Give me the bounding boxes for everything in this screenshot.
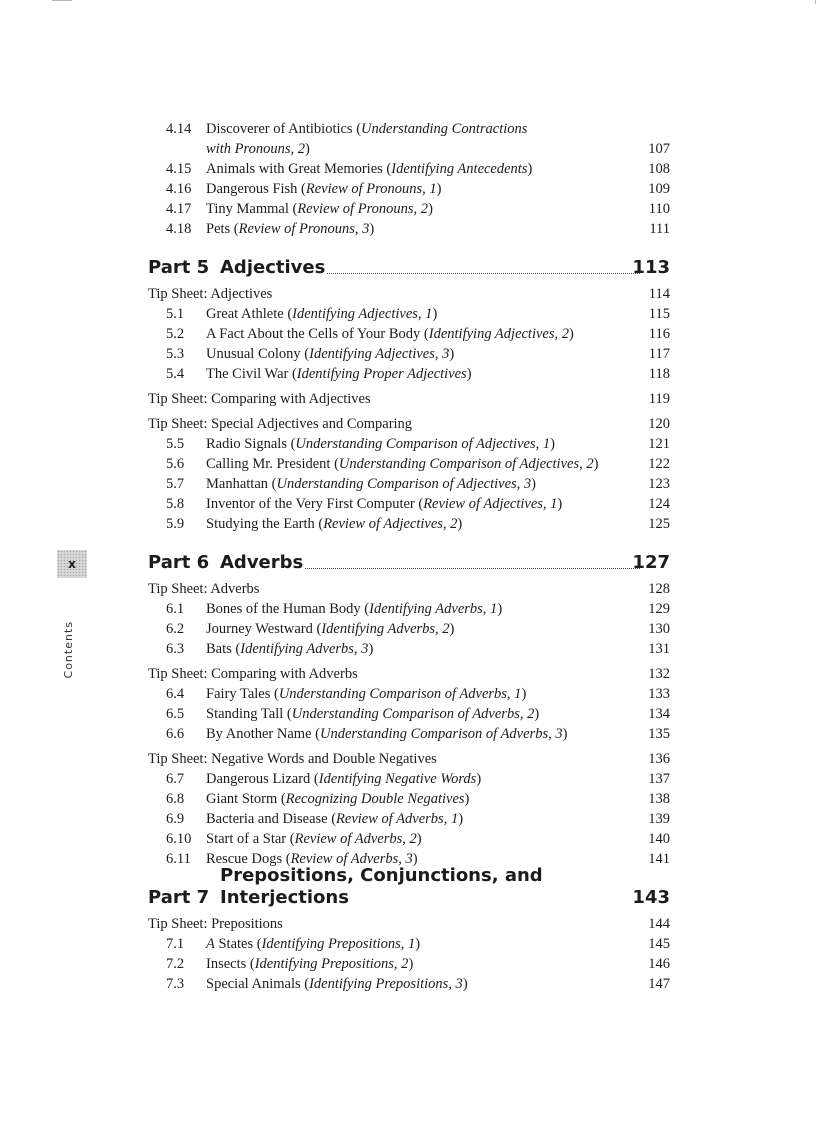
entry-title [206, 119, 527, 139]
entry-page: 109 [648, 181, 670, 197]
entry-title [206, 789, 469, 809]
entry-close: ) [449, 346, 455, 362]
entry-subtitle: Understanding Comparison of Adverbs, 2 [291, 706, 535, 722]
entry-page: 121 [648, 436, 670, 452]
entry-close: ) [562, 726, 568, 742]
toc-entry [148, 724, 670, 744]
tip-sheet-entry [148, 664, 670, 684]
entry-title [206, 139, 310, 159]
toc-entry [148, 809, 670, 829]
tip-sheet-page: 128 [648, 581, 670, 597]
entry-title-text: Standing Tall ( [206, 706, 292, 722]
entry-close: ) [412, 851, 418, 867]
toc-entry [148, 494, 670, 514]
entry-title-text: Giant Storm ( [206, 791, 286, 807]
entry-close: ) [462, 976, 468, 992]
entry-subtitle: Identifying Adverbs, 3 [240, 641, 369, 657]
entry-title [206, 199, 433, 219]
entry-number: 6.8 [166, 791, 185, 807]
toc-entry [148, 119, 670, 139]
entry-close: ) [304, 141, 310, 157]
entry-title [206, 364, 472, 384]
tip-sheet-title: Tip Sheet: Adverbs [148, 581, 260, 597]
entry-page: 141 [648, 851, 670, 867]
toc-entry [148, 684, 670, 704]
dot-leader [327, 273, 640, 274]
tip-sheet-page: 136 [648, 751, 670, 767]
entry-close: ) [369, 221, 375, 237]
entry-title-text: Discoverer of Antibiotics ( [206, 121, 362, 137]
part-title: Adverbs [220, 552, 304, 573]
entry-close: ) [557, 496, 563, 512]
entry-title-text: Fairy Tales ( [206, 686, 279, 702]
entry-number: 5.1 [166, 306, 185, 322]
entry-close: ) [464, 791, 470, 807]
entry-title-text: Start of a Star ( [206, 831, 295, 847]
entry-title-text: Dangerous Fish ( [206, 181, 306, 197]
toc-entry [148, 599, 670, 619]
entry-subtitle: Understanding Contractions [361, 121, 528, 137]
part-label: Part 5 [148, 257, 210, 278]
page-number-letter: x [68, 557, 76, 571]
entry-title-text: Unusual Colony ( [206, 346, 310, 362]
entry-title [206, 474, 536, 494]
entry-close: ) [415, 936, 421, 952]
entry-title [206, 514, 462, 534]
toc-entry [148, 344, 670, 364]
entry-page: 139 [648, 811, 670, 827]
entry-title-text: Calling Mr. President ( [206, 456, 339, 472]
entry-subtitle: Identifying Adverbs, 2 [321, 621, 450, 637]
part-title: Prepositions, Conjunctions, and Interjections [220, 865, 543, 908]
entry-close: ) [497, 601, 503, 617]
entry-title-italic: A [206, 936, 215, 952]
entry-subtitle: Understanding Comparison of Adverbs, 3 [319, 726, 563, 742]
entry-title [206, 704, 539, 724]
entry-subtitle: Review of Adjectives, 1 [423, 496, 558, 512]
entry-title-text: Special Animals ( [206, 976, 310, 992]
entry-subtitle: Review of Pronouns, 2 [297, 201, 429, 217]
entry-close: ) [408, 956, 414, 972]
entry-title-text: Studying the Earth ( [206, 516, 324, 532]
tip-sheet-entry [148, 749, 670, 769]
toc-entry [148, 199, 670, 219]
part-page: 127 [632, 552, 670, 573]
entry-title [206, 599, 502, 619]
entry-title-text: Manhattan ( [206, 476, 277, 492]
entry-page: 134 [648, 706, 670, 722]
entry-title [206, 829, 422, 849]
entry-close: ) [428, 201, 433, 217]
entry-title [206, 179, 441, 199]
toc-entry [148, 179, 670, 199]
toc-entry [148, 704, 670, 724]
entry-title-text: Great Athlete ( [206, 306, 293, 322]
toc-entry [148, 974, 670, 994]
toc-entry [148, 514, 670, 534]
entry-number: 4.15 [166, 161, 192, 177]
entry-subtitle: Review of Adverbs, 2 [294, 831, 417, 847]
entry-subtitle: Recognizing Double Negatives [285, 791, 465, 807]
part-title: Adjectives [220, 257, 326, 278]
tip-sheet-title: Tip Sheet: Comparing with Adverbs [148, 666, 358, 682]
part-heading [148, 552, 670, 574]
entry-close: ) [436, 181, 442, 197]
entry-title [206, 344, 454, 364]
entry-subtitle: Understanding Comparison of Adjectives, 2 [338, 456, 594, 472]
entry-number: 6.1 [166, 601, 185, 617]
entry-title [206, 809, 463, 829]
entry-page: 147 [648, 976, 670, 992]
entry-number: 6.2 [166, 621, 185, 637]
part-heading [148, 257, 670, 279]
entry-subtitle: Review of Adjectives, 2 [323, 516, 458, 532]
toc-entry [148, 829, 670, 849]
entry-number: 4.17 [166, 201, 192, 217]
entry-page: 146 [648, 956, 670, 972]
entry-title [206, 324, 574, 344]
tip-sheet-page: 132 [648, 666, 670, 682]
entry-page: 118 [648, 366, 670, 382]
entry-number: 6.6 [166, 726, 185, 742]
tip-sheet-title: Tip Sheet: Comparing with Adjectives [148, 391, 371, 407]
toc-entry [148, 639, 670, 659]
part-label: Part 6 [148, 552, 210, 573]
entry-title [206, 684, 526, 704]
entry-number: 6.7 [166, 771, 185, 787]
entry-subtitle: Identifying Adjectives, 3 [309, 346, 450, 362]
entry-close: ) [534, 706, 540, 722]
entry-number: 5.5 [166, 436, 185, 452]
tip-sheet-title: Tip Sheet: Special Adjectives and Comparing [148, 416, 413, 432]
entry-number: 5.7 [166, 476, 185, 492]
tip-sheet-page: 119 [648, 391, 670, 407]
entry-page: 115 [648, 306, 670, 322]
entry-number: 5.6 [166, 456, 185, 472]
entry-number: 4.16 [166, 181, 192, 197]
entry-page: 110 [648, 201, 670, 217]
entry-close: ) [593, 456, 599, 472]
entry-close: ) [458, 811, 464, 827]
section-side-label: Contents [62, 621, 75, 679]
tip-sheet-entry [148, 579, 670, 599]
entry-title-text: Bats ( [206, 641, 241, 657]
entry-title [206, 159, 532, 179]
tip-sheet-page: 114 [648, 286, 670, 302]
page-number-tab [57, 550, 87, 578]
entry-number: 5.2 [166, 326, 185, 342]
entry-subtitle: Identifying Antecedents [391, 161, 528, 177]
entry-title-text: Inventor of the Very First Computer ( [206, 496, 424, 512]
dot-leader [305, 568, 640, 569]
entry-title-text: Animals with Great Memories ( [206, 161, 392, 177]
tip-sheet-page: 144 [648, 916, 670, 932]
entry-title-text: Journey Westward ( [206, 621, 322, 637]
entry-number: 4.18 [166, 221, 192, 237]
entry-subtitle: Review of Pronouns, 1 [305, 181, 437, 197]
entry-title [206, 724, 567, 744]
tip-sheet-entry [148, 389, 670, 409]
tip-sheet-entry [148, 284, 670, 304]
toc-entry [148, 954, 670, 974]
entry-number: 7.1 [166, 936, 185, 952]
entry-number: 6.11 [166, 851, 191, 867]
entry-title [206, 494, 562, 514]
entry-number: 6.10 [166, 831, 192, 847]
entry-number: 6.4 [166, 686, 185, 702]
tip-sheet-page: 120 [648, 416, 670, 432]
entry-page: 140 [648, 831, 670, 847]
entry-number: 7.3 [166, 976, 185, 992]
entry-close: ) [466, 366, 472, 382]
entry-page: 125 [648, 516, 670, 532]
entry-title [206, 304, 437, 324]
entry-title-text: By Another Name ( [206, 726, 320, 742]
entry-subtitle: Review of Adverbs, 1 [336, 811, 459, 827]
entry-number: 5.9 [166, 516, 185, 532]
entry-number: 6.5 [166, 706, 185, 722]
entry-page: 116 [648, 326, 670, 342]
entry-subtitle: Identifying Prepositions, 3 [309, 976, 463, 992]
tip-sheet-title: Tip Sheet: Negative Words and Double Negatives [148, 751, 437, 767]
entry-title-text: The Civil War ( [206, 366, 297, 382]
entry-page: 137 [648, 771, 670, 787]
part-page: 113 [632, 257, 670, 278]
entry-page: 108 [648, 161, 670, 177]
entry-subtitle: Review of Adverbs, 3 [290, 851, 413, 867]
entry-subtitle: Identifying Adjectives, 1 [292, 306, 433, 322]
entry-title [206, 934, 420, 954]
entry-subtitle: Understanding Comparison of Adjectives, 3 [276, 476, 532, 492]
toc-entry [148, 934, 670, 954]
entry-subtitle: Identifying Adverbs, 1 [369, 601, 498, 617]
toc-entry [148, 364, 670, 384]
entry-page: 130 [648, 621, 670, 637]
entry-page: 138 [648, 791, 670, 807]
entry-page: 111 [649, 221, 670, 237]
entry-close: ) [449, 621, 455, 637]
entry-subtitle: Understanding Comparison of Adjectives, 1 [295, 436, 551, 452]
entry-close: ) [569, 326, 574, 342]
toc-entry [148, 454, 670, 474]
entry-title-text: Tiny Mammal ( [206, 201, 298, 217]
entry-page: 107 [648, 141, 670, 157]
toc-entry [148, 304, 670, 324]
crop-mark [52, 0, 72, 1]
part-label: Part 7 [148, 887, 210, 908]
toc-entry [148, 324, 670, 344]
entry-title-text: States ( [214, 936, 262, 952]
part-page: 143 [632, 887, 670, 908]
entry-title-text: Bones of the Human Body ( [206, 601, 370, 617]
entry-number: 7.2 [166, 956, 185, 972]
entry-close: ) [531, 476, 536, 492]
entry-page: 117 [648, 346, 670, 362]
entry-close: ) [368, 641, 374, 657]
table-of-contents [148, 119, 670, 994]
entry-title-text: Insects ( [206, 956, 255, 972]
entry-subtitle: Review of Pronouns, 3 [238, 221, 370, 237]
entry-close: ) [476, 771, 482, 787]
entry-page: 131 [648, 641, 670, 657]
entry-page: 122 [648, 456, 670, 472]
toc-entry [148, 219, 670, 239]
toc-entry [148, 474, 670, 494]
entry-subtitle: Understanding Comparison of Adverbs, 1 [278, 686, 522, 702]
entry-page: 124 [648, 496, 670, 512]
entry-title [206, 769, 481, 789]
entry-subtitle: Identifying Prepositions, 1 [261, 936, 416, 952]
entry-number: 4.14 [166, 121, 192, 137]
entry-page: 123 [648, 476, 670, 492]
entry-page: 135 [648, 726, 670, 742]
toc-entry [148, 434, 670, 454]
entry-subtitle: Identifying Negative Words [318, 771, 477, 787]
tip-sheet-title: Tip Sheet: Adjectives [148, 286, 273, 302]
entry-title-text: Radio Signals ( [206, 436, 296, 452]
entry-title-text: Rescue Dogs ( [206, 851, 291, 867]
entry-title [206, 219, 374, 239]
entry-title-text: Dangerous Lizard ( [206, 771, 319, 787]
part-heading [148, 865, 670, 909]
entry-subtitle: with Pronouns, 2 [206, 141, 305, 157]
entry-title-text: A Fact About the Cells of Your Body ( [206, 326, 429, 342]
entry-page: 129 [648, 601, 670, 617]
entry-close: ) [457, 516, 463, 532]
entry-number: 5.4 [166, 366, 185, 382]
entry-title [206, 434, 555, 454]
toc-entry-continued [148, 139, 670, 159]
entry-title [206, 974, 468, 994]
entry-close: ) [432, 306, 438, 322]
entry-subtitle: Identifying Prepositions, 2 [254, 956, 409, 972]
entry-title [206, 619, 454, 639]
tip-sheet-title: Tip Sheet: Prepositions [148, 916, 283, 932]
entry-close: ) [527, 161, 533, 177]
entry-page: 133 [648, 686, 670, 702]
entry-close: ) [416, 831, 422, 847]
entry-number: 6.9 [166, 811, 185, 827]
entry-title [206, 454, 598, 474]
entry-title-text: Pets ( [206, 221, 239, 237]
toc-entry [148, 769, 670, 789]
toc-entry [148, 789, 670, 809]
entry-close: ) [521, 686, 527, 702]
entry-number: 5.8 [166, 496, 185, 512]
toc-entry [148, 159, 670, 179]
tip-sheet-entry [148, 914, 670, 934]
entry-close: ) [550, 436, 555, 452]
entry-title-text: Bacteria and Disease ( [206, 811, 337, 827]
entry-subtitle: Identifying Proper Adjectives [296, 366, 467, 382]
toc-entry [148, 619, 670, 639]
entry-title [206, 954, 413, 974]
entry-subtitle: Identifying Adjectives, 2 [428, 326, 570, 342]
entry-page: 145 [648, 936, 670, 952]
entry-number: 6.3 [166, 641, 185, 657]
entry-number: 5.3 [166, 346, 185, 362]
entry-title [206, 639, 373, 659]
tip-sheet-entry [148, 414, 670, 434]
